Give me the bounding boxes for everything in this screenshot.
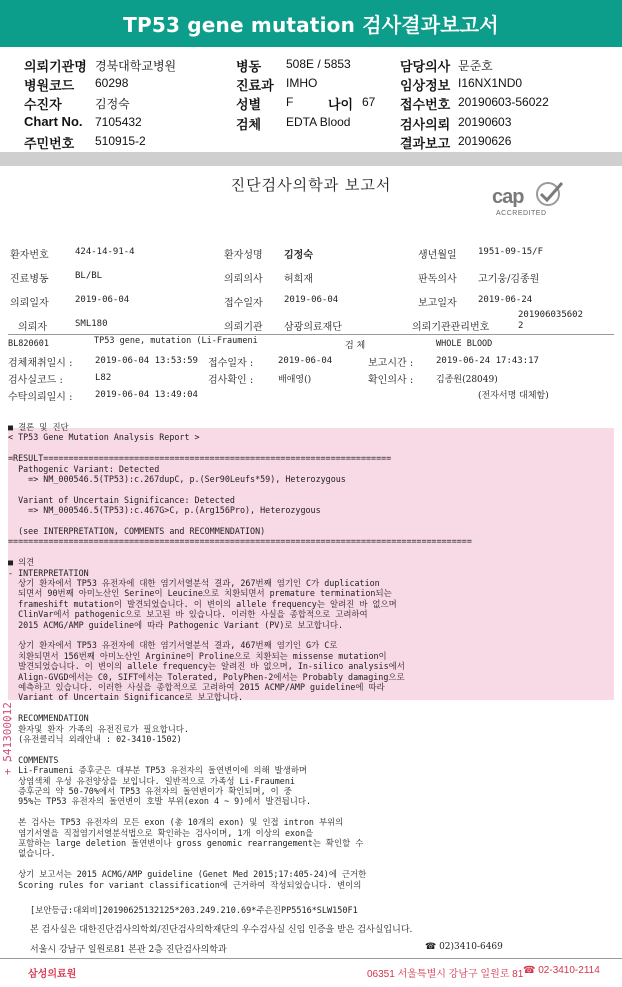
receipt-value: 20190603-56022 [458, 95, 549, 109]
report-line: Variant of Uncertain Significance로 보고합니다. [8, 692, 244, 703]
confirm: 배애영() [278, 375, 312, 385]
security-stamp: [보안등급:대외비]20190625132125*203.249.210.69*주은진PP5516*SLW150F1 [30, 906, 358, 916]
result-value: 20190626 [458, 134, 512, 148]
cap-accredited-text: ACCREDITED [496, 210, 547, 217]
ward2: BL/BL [75, 271, 103, 281]
requester: SML180 [75, 319, 108, 329]
reader: 고기웅/김종원 [478, 274, 540, 285]
rrn-value: 510915-2 [95, 134, 146, 148]
report-date-label: 보고일자 [418, 298, 457, 309]
report-date: 2019-06-24 [478, 295, 533, 305]
report-line: ============================================================================================ [8, 536, 472, 547]
dob: 1951-09-15/F [478, 247, 544, 257]
lab-code: L82 [95, 373, 112, 383]
report-line: frameshift mutation이 발견되었습니다. 이 변이의 allele frequency는 알려진 바 없으며 [8, 598, 397, 609]
ward-value: 508E / 5853 [286, 57, 351, 71]
document-title: 진단검사의학과 보고서 [230, 176, 392, 194]
report-line: Pathogenic Variant: Detected [8, 463, 160, 474]
report-time-label: 보고시간 : [368, 358, 414, 369]
report-line: 되면서 90번째 아미노산인 Serine이 Leucine으로 치환되면서 premature termination되는 [8, 588, 392, 599]
specimen-label: 검체 [236, 117, 262, 132]
footer-address: 06351 서울특별시 강남구 일원로 81 [367, 969, 524, 980]
report-line: - INTERPRETATION [8, 567, 89, 578]
confirm-label: 검사확인 : [208, 375, 254, 386]
req-date: 2019-06-04 [75, 295, 130, 305]
req-label: 검사의뢰 [400, 117, 451, 132]
req-dr-label: 의뢰의사 [224, 274, 263, 285]
test-name: TP53 gene, mutation (Li-Fraumeni [94, 336, 258, 346]
confirm-dr: 김종원(28049) [436, 375, 498, 385]
examinee-label: 수진자 [24, 97, 62, 112]
recv-date: 2019-06-04 [284, 295, 339, 305]
doctor-label: 담당의사 [400, 59, 451, 74]
lab-phone: ☎ 02)3410-6469 [425, 942, 503, 952]
result-label: 결과보고 [400, 136, 451, 151]
esign-note: (전자서명 대체함) [478, 391, 549, 401]
req-mgmt-2: 2 [518, 321, 524, 331]
report-line: 95%는 TP53 유전자의 돌연변이 호발 부위(exon 4 ~ 9)에서 발견됩니다. [8, 796, 311, 807]
lab-code-label: 검사실코드 : [8, 375, 63, 386]
separator-bar [0, 152, 622, 166]
pt-no: 424-14-91-4 [75, 247, 135, 257]
req-date-label: 의뢰일자 [10, 298, 49, 309]
report-line: 2015 ACMG/AMP guideline에 따라 Pathogenic Variant (PV)로 보고합니다. [8, 619, 344, 630]
report-line: => NM_000546.5(TP53):c.267dupC, p.(Ser90Leufs*59), Heterozygous [8, 474, 346, 484]
cap-accredited-logo [490, 180, 570, 220]
age-value: 67 [362, 95, 376, 109]
pt-name: 김정숙 [284, 250, 313, 261]
lab-address: 서울시 강남구 일원로81 본관 2층 진단검사의학과 [30, 945, 227, 955]
report-line: 상기 환자에서 TP53 유전자에 대한 염기서열분석 결과, 467번째 염기인 G가 C로 [8, 640, 338, 651]
report-line: ■ 의견 [8, 557, 35, 568]
report-line: 염기서열을 직접염기서열분석법으로 확인하는 검사이며, 1개 이상의 exon을 [8, 827, 314, 838]
req-value: 20190603 [458, 115, 512, 129]
report-line: 상기 환자에서 TP53 유전자에 대한 염기서열분석 결과, 267번째 염기인 C가 duplication [8, 578, 380, 588]
report-line: 포함하는 large deletion 돌연변이나 gross genomic rearrangement는 확인할 수 [8, 838, 364, 848]
receipt-label: 접수번호 [400, 97, 451, 112]
req-org: 삼광의료재단 [284, 322, 342, 333]
rrn-label: 주민번호 [24, 136, 75, 151]
check-icon [534, 180, 566, 210]
report-line: 없습니다. [8, 848, 56, 859]
report-line: => NM_000546.5(TP53):c.467G>C, p.(Arg156Pro), Heterozygous [8, 505, 321, 516]
report-title: TP53 gene mutation 검사결과보고서 [123, 13, 499, 37]
institution-label: 의뢰기관명 [24, 59, 87, 74]
report-line: Li-Fraumeni 증후군은 대부분 TP53 유전자의 돌연변이에 의해 발생하며 [8, 765, 307, 776]
sex-label: 성별 [236, 97, 262, 112]
dob-label: 생년월일 [418, 250, 457, 261]
req-mgmt-1: 201906035602 [518, 310, 584, 320]
dept-label: 진료과 [236, 78, 274, 93]
report-line: 상염색체 우성 유전양상을 보입니다. 일반적으로 가족성 Li-Fraumeni [8, 775, 295, 786]
report-line: ClinVar에서 pathogenic으로 보고된 바 있습니다. 이러한 사실을 종합적으로 고려하여 [8, 609, 368, 620]
report-line: 증후군의 약 50-70%에서 TP53 유전자의 돌연변이가 확인되며, 이 중 [8, 786, 292, 796]
report-line: (유전클리닉 외래안내 : 02-3410-1502) [8, 734, 182, 744]
report-time: 2019-06-24 17:43:17 [436, 356, 539, 366]
hospcode-value: 60298 [95, 76, 129, 90]
report-line: (see INTERPRETATION, COMMENTS and RECOMMENDATION) [8, 526, 266, 536]
specimen2: WHOLE BLOOD [436, 339, 493, 349]
report-line: 본 검사는 TP53 유전자의 모든 exon (총 10개의 exon) 및 인접 intron 부위의 [8, 817, 344, 828]
report-line: =RESULT===================================================================== [8, 453, 392, 464]
chart-value: 7105432 [95, 115, 142, 129]
report-line: - COMMENTS [8, 754, 59, 765]
requester-label: 의뢰자 [18, 322, 47, 333]
req-org-label: 의뢰기관 [224, 322, 263, 333]
req-mgmt-label: 의뢰기관관리번호 [412, 322, 490, 333]
ward2-label: 진료병동 [10, 274, 49, 285]
recv: 2019-06-04 [278, 356, 333, 366]
sex-value: F [286, 95, 294, 109]
footer [0, 958, 622, 987]
specimen2-label: 검 체 [345, 341, 366, 351]
doctor-value: 문준호 [458, 59, 493, 73]
recv-label: 접수일자 : [208, 358, 254, 369]
reader-label: 판독의사 [418, 274, 457, 285]
report-line: 발견되었습니다. 이 변이의 allele frequency는 알려진 바 없으며, In-silico analysis에서 [8, 661, 405, 672]
dept-value: IMHO [286, 76, 318, 90]
certification-note: 본 검사실은 대한진단검사의학회/진단검사의학재단의 우수검사실 신임 인증을 받은 검사실입니다. [30, 925, 413, 935]
report-title-banner [0, 0, 622, 47]
report-line: 치환되면서 156번째 아미노산인 Arginine이 Proline으로 치환되는 missense mutation이 [8, 650, 387, 661]
chart-label: Chart No. [24, 114, 83, 129]
collect-label: 검체채취일시 : [8, 358, 73, 369]
specimen-value: EDTA Blood [286, 115, 351, 129]
ward-label: 병동 [236, 59, 262, 74]
recv-date-label: 접수일자 [224, 298, 263, 309]
hospcode-label: 병원코드 [24, 78, 75, 93]
institution-value: 경북대학교병원 [95, 59, 177, 73]
pt-no-label: 환자번호 [10, 250, 49, 261]
confirm-dr-label: 확인의사 : [368, 375, 414, 386]
report-line: ■ 결론 및 진단 [8, 422, 69, 432]
clinical-value: I16NX1ND0 [458, 76, 523, 90]
report-line: - RECOMMENDATION [8, 713, 89, 724]
report-line: Variant of Uncertain Significance: Detected [8, 494, 235, 505]
report-line: 환자및 환자 가족의 유전진료가 필요합니다. [8, 723, 189, 734]
report-line: Scoring rules for variant classification에 근거하여 작성되었습니다. 변이의 [8, 879, 362, 890]
cap-logo-word: cap [492, 186, 524, 208]
footer-hospital: 삼성의료원 [28, 969, 77, 980]
report-line: 예측하고 있습니다. 이러한 사실을 종합적으로 고려하여 2015 ACMP/AMP guideline에 따라 [8, 682, 385, 692]
divider [8, 334, 614, 335]
examinee-value: 김정숙 [95, 97, 130, 111]
pt-name-label: 환자성명 [224, 250, 263, 261]
clinical-label: 임상정보 [400, 78, 451, 93]
age-label: 나이 [328, 97, 354, 112]
accept-label: 수탁의뢰일시 : [8, 392, 73, 403]
accept: 2019-06-04 13:49:04 [95, 390, 198, 400]
collect: 2019-06-04 13:53:59 [95, 356, 198, 366]
test-code: BL820601 [8, 339, 49, 349]
lab-report-document [0, 166, 622, 965]
report-line: Align-GVGD에서는 C0, SIFT에서는 Tolerated, PolyPhen-2에서는 Probably damaging으로 [8, 671, 405, 682]
footer-tel: ☎ 02-3410-2114 [523, 965, 600, 976]
req-dr: 허희재 [284, 274, 313, 285]
report-line: < TP53 Gene Mutation Analysis Report > [8, 432, 200, 443]
order-header [0, 52, 622, 152]
side-barcode-number: + 541300012 [1, 702, 14, 775]
report-line: 상기 보고서는 2015 ACMG/AMP guideline (Genet Med 2015;17:405-24)에 근거한 [8, 869, 367, 880]
